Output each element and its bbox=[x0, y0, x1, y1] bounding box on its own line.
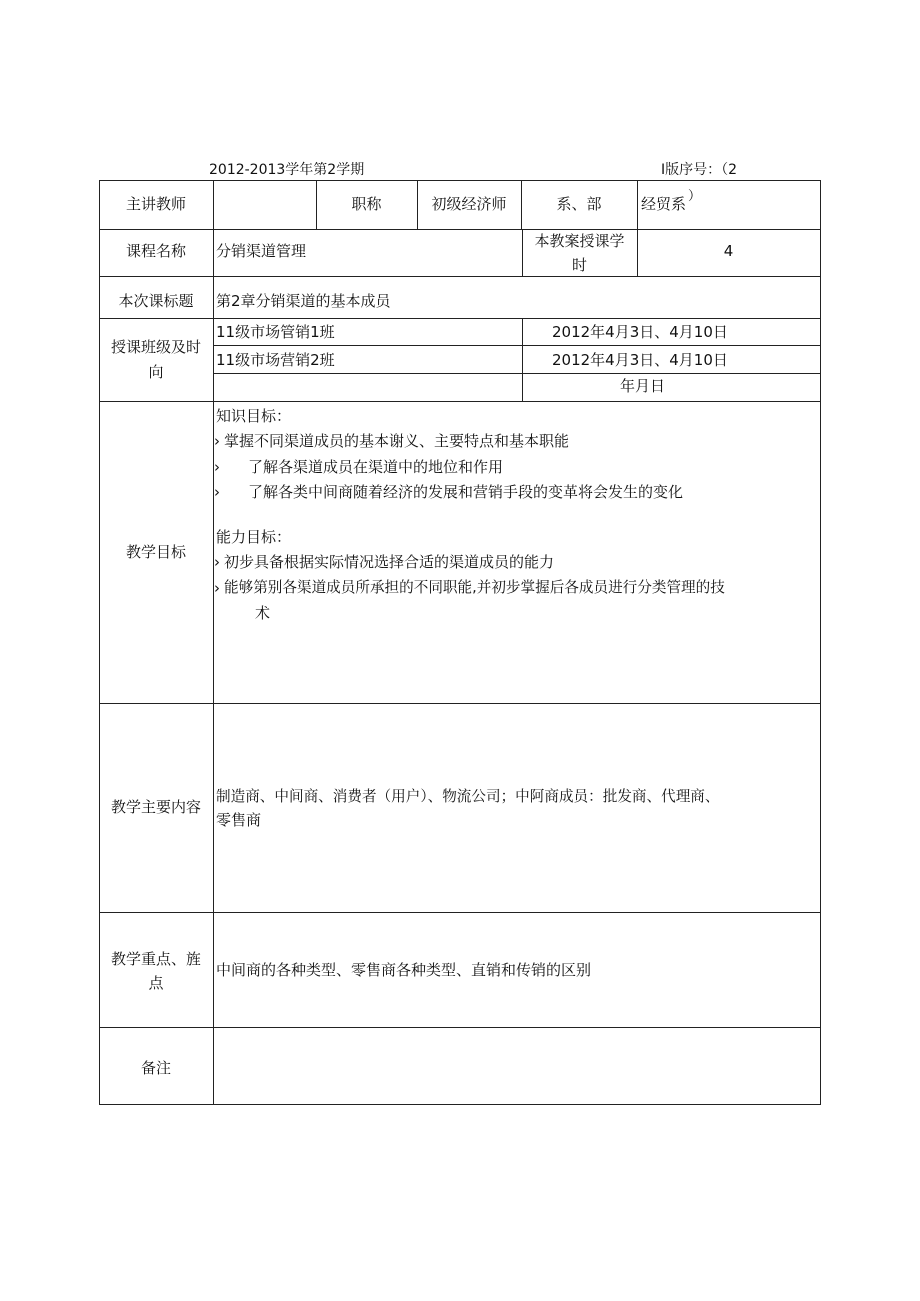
dept-label: 系、部 bbox=[556, 195, 602, 213]
class-time: 2012年4月3日、4月10日 bbox=[552, 351, 728, 369]
content-line: 制造商、中间商、消费者（用户）、物流公司；中阿商成员：批发商、代理商、 bbox=[216, 788, 720, 805]
ability-item: 初步具备根据实际情况选择合适的渠道成员的能力 bbox=[224, 553, 555, 571]
bullet-icon: › bbox=[214, 579, 220, 597]
hours-label: 本教案授课学 bbox=[534, 232, 625, 250]
cell-divider bbox=[522, 318, 523, 401]
hours-value: 4 bbox=[723, 242, 734, 260]
class-time: 2012年4月3日、4月10日 bbox=[552, 323, 728, 341]
goals-label: 教学目标 bbox=[125, 543, 186, 561]
ability-title: 能力目标： bbox=[216, 528, 292, 546]
knowledge-item: 了解各类中间商随着经济的发展和营销手段的变革将会发生的变化 bbox=[248, 483, 684, 501]
knowledge-title: 知识目标： bbox=[216, 407, 292, 425]
row-divider bbox=[99, 401, 821, 402]
knowledge-item: 了解各渠道成员在渠道中的地位和作用 bbox=[248, 458, 504, 476]
bullet-icon: › bbox=[214, 432, 220, 450]
key-label-cont: 点 bbox=[148, 974, 164, 992]
content-line: 零售商 bbox=[216, 811, 262, 829]
course-value: 分销渠道管理 bbox=[216, 242, 307, 260]
version-label: I版序号：（2 bbox=[661, 162, 738, 178]
row-divider bbox=[99, 276, 821, 277]
ability-item-cont: 术 bbox=[255, 604, 271, 622]
row-divider bbox=[213, 345, 821, 346]
bullet-icon: › bbox=[214, 483, 220, 501]
row-divider bbox=[99, 318, 821, 319]
teacher-label: 主讲教师 bbox=[125, 195, 186, 213]
ability-item: 能够第别各渠道成员所承担的不同职能,并初步掌握后各成员进行分类管理的技 bbox=[224, 579, 725, 596]
class-name: 11级市场营销2班 bbox=[216, 351, 335, 369]
row-divider bbox=[99, 1027, 821, 1028]
content-label: 教学主要内容 bbox=[110, 798, 201, 816]
topic-label: 本次课标题 bbox=[118, 292, 194, 310]
knowledge-item: 掌握不同渠道成员的基本谢义、主要特点和基本职能 bbox=[224, 432, 570, 450]
border-bottom bbox=[99, 1104, 821, 1105]
title-label: 职称 bbox=[351, 195, 382, 213]
row-divider bbox=[99, 229, 821, 230]
dept-value: 经贸系 bbox=[641, 195, 687, 213]
hours-label-cont: 时 bbox=[571, 256, 587, 274]
border-top bbox=[99, 180, 821, 181]
class-time: 年月日 bbox=[620, 377, 666, 395]
key-label: 教学重点、旌 bbox=[110, 950, 201, 968]
key-value: 中间商的各种类型、零售商各种类型、直销和传销的区别 bbox=[216, 961, 592, 979]
version-close: ） bbox=[688, 189, 702, 204]
topic-value: 第2章分销渠道的基本成员 bbox=[216, 292, 391, 310]
course-label: 课程名称 bbox=[125, 242, 186, 260]
bullet-icon: › bbox=[214, 553, 220, 571]
title-value: 初级经济师 bbox=[431, 195, 507, 213]
class-name: 11级市场管销1班 bbox=[216, 323, 335, 341]
row-divider bbox=[99, 912, 821, 913]
class-label: 授课班级及时 bbox=[110, 338, 201, 356]
cell-divider bbox=[637, 180, 638, 229]
bullet-icon: › bbox=[214, 458, 220, 476]
row-divider bbox=[99, 703, 821, 704]
note-label: 备注 bbox=[140, 1059, 171, 1077]
term-label: 2012-2013学年第2学期 bbox=[209, 162, 365, 178]
class-label-cont: 向 bbox=[148, 363, 164, 381]
row-divider bbox=[213, 373, 821, 374]
